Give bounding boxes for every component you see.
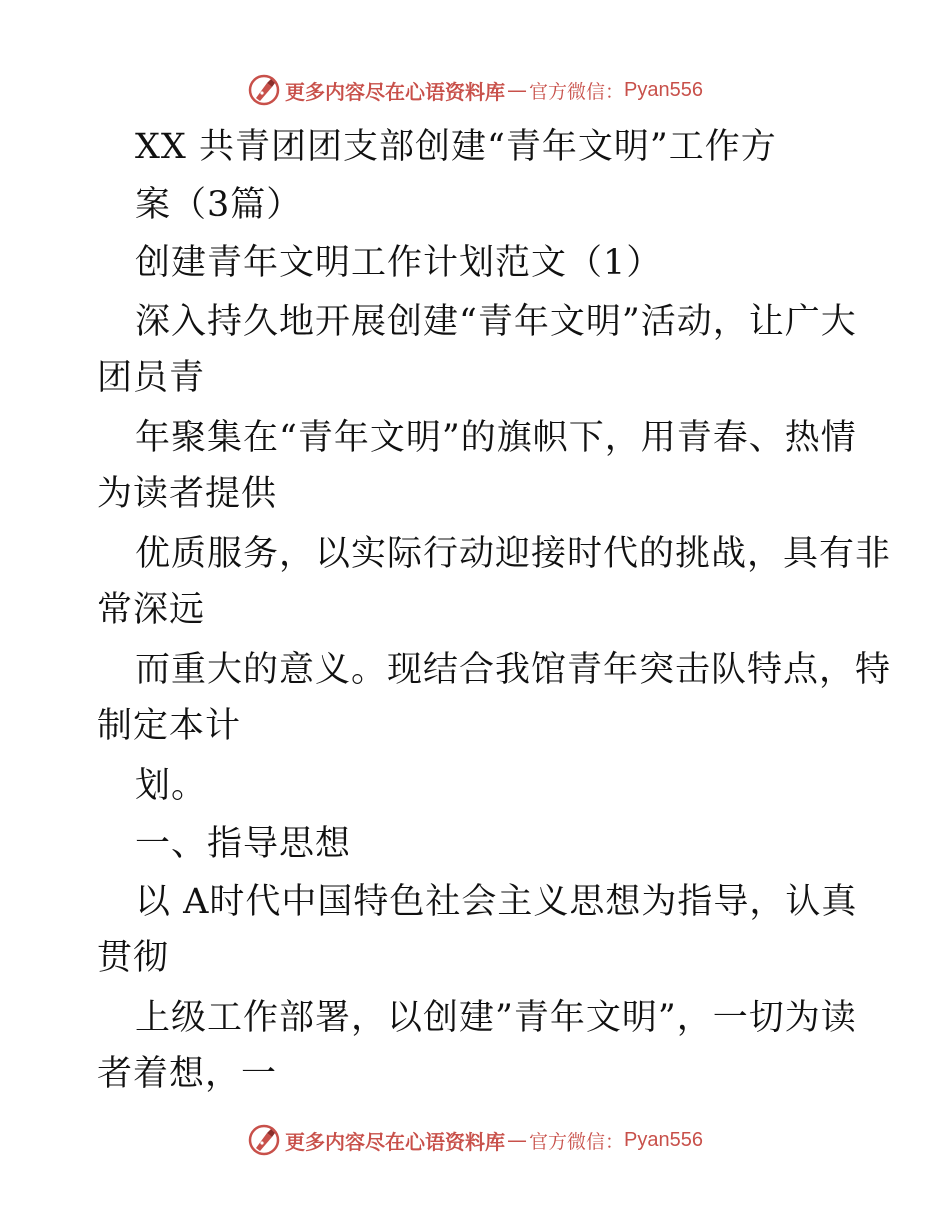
doc-line: 者着想，一: [97, 1054, 278, 1094]
doc-line: 为读者提供: [97, 474, 278, 514]
doc-line: 常深远: [97, 590, 206, 630]
watermark-id: Pyan556: [624, 78, 703, 101]
pen-nib-logo-icon: [247, 1123, 281, 1157]
doc-line: 团员青: [97, 358, 206, 398]
doc-title-line-1: XX 共青团团支部创建“青年文明”工作方: [135, 127, 777, 167]
header-watermark: [0, 70, 950, 110]
doc-line: 深入持久地开展创建“青年文明”活动，让广大: [135, 302, 857, 342]
watermark-dash: —: [507, 1128, 527, 1152]
watermark-label: 官方微信：: [529, 1130, 625, 1153]
doc-section-heading: 一、指导思想: [135, 824, 352, 864]
watermark-label: 官方微信：: [529, 80, 625, 103]
doc-subtitle: 创建青年文明工作计划范文（1）: [135, 243, 663, 283]
doc-line: 年聚集在“青年文明”的旗帜下，用青春、热情: [135, 418, 857, 458]
pen-nib-logo-icon: [247, 73, 281, 107]
doc-line: 制定本计: [97, 706, 242, 746]
watermark-id: Pyan556: [624, 1128, 703, 1151]
doc-line: 以 A时代中国特色社会主义思想为指导，认真: [135, 882, 858, 922]
doc-line: 上级工作部署，以创建”青年文明”，一切为读: [135, 998, 857, 1038]
doc-line: 贯彻: [97, 938, 170, 978]
footer-watermark: [0, 1120, 950, 1160]
doc-line: 优质服务，以实际行动迎接时代的挑战，具有非: [135, 534, 892, 574]
watermark-dash: —: [507, 78, 527, 102]
watermark-text: 更多内容尽在心语资料库: [285, 1129, 505, 1154]
doc-line: 划。: [135, 766, 208, 806]
watermark-text: 更多内容尽在心语资料库: [285, 79, 505, 104]
doc-line: 而重大的意义。现结合我馆青年突击队特点，特: [135, 650, 892, 690]
doc-title-line-2: 案（3篇）: [135, 185, 303, 225]
